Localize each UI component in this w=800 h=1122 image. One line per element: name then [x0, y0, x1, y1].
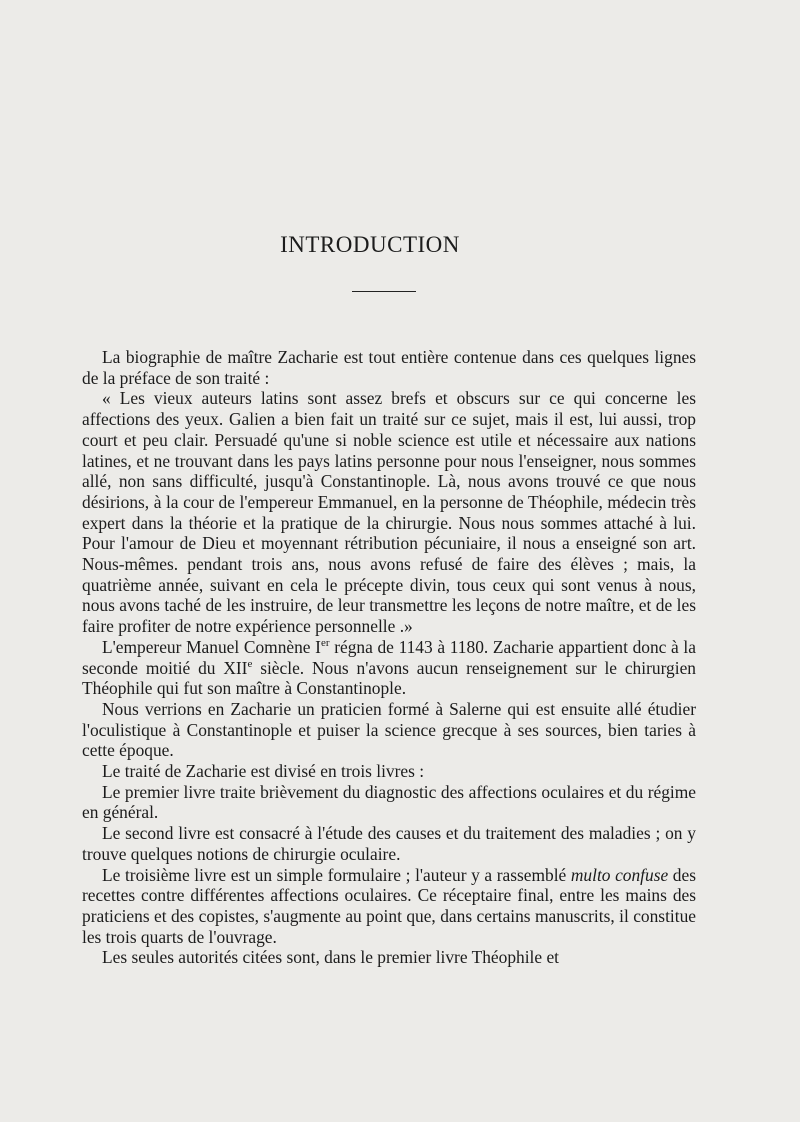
- paragraph: Le troisième livre est un simple formulaire ; l'auteur y a rassemblé multo confuse des recettes contre différentes affections oculaires. Ce réceptaire final, entre les mains des praticiens et des copistes, s'augmente au point que, dans certains manuscrits, il constitue les trois quarts de l'ouvrage.: [82, 864, 696, 947]
- paragraph: L'empereur Manuel Comnène Ier régna de 1143 à 1180. Zacharie appartient donc à la seconde moitié du XIIe siècle. Nous n'avons aucun renseignement sur le chirurgien Théophile qui fut son maître à Constantinople.: [82, 636, 696, 699]
- paragraph: Le premier livre traite brièvement du diagnostic des affections oculaires et du régime en général.: [82, 781, 696, 823]
- paragraph: Les seules autorités citées sont, dans le premier livre Théophile et: [102, 947, 560, 968]
- paragraph: La biographie de maître Zacharie est tout entière contenue dans ces quelques lignes de la préface de son traité :: [82, 347, 696, 388]
- chapter-title: INTRODUCTION: [280, 232, 460, 257]
- title-divider: [352, 291, 416, 292]
- body-text: [82, 347, 696, 968]
- quotation-paragraph: « Les vieux auteurs latins sont assez brefs et obscurs sur ce qui concerne les affections des yeux. Galien a bien fait un traité sur ce sujet, mais il est, lui aussi, trop court et peu clair. Persuadé qu'une si noble science est utile et nécessaire aux nations latines, et ne trouvant dans les pays latins personne pour nous l'enseigner, nous sommes allé, non sans difficulté, jusqu'à Constantinople. Là, nous avons trouvé ce que nous désirions, à la cour de l'empereur Emmanuel, en la personne de Théophile, médecin très expert dans la théorie et la pratique de la chirurgie. Nous nous sommes attaché à lui. Pour l'amour de Dieu et moyennant rétribution pécuniaire, il nous a enseigné son art. Nous-mêmes. pendant trois ans, nous avons refusé de faire des élèves ; mais, la quatrième année, suivant en cela le précepte divin, tous ceux qui sont venus à nous, nous avons taché de les instruire, de leur transmettre les leçons de notre maître, et de les faire profiter de notre expérience personnelle .»: [82, 388, 696, 637]
- paragraph: Le traité de Zacharie est divisé en trois livres :: [102, 761, 425, 782]
- paragraph: Le second livre est consacré à l'étude des causes et du traitement des maladies ; on y trouve quelques notions de chirurgie oculaire.: [82, 823, 696, 864]
- paragraph: Nous verrions en Zacharie un praticien formé à Salerne qui est ensuite allé étudier l'oculistique à Constantinople et puiser la science grecque à ses sources, bien taries à cette époque.: [82, 698, 696, 761]
